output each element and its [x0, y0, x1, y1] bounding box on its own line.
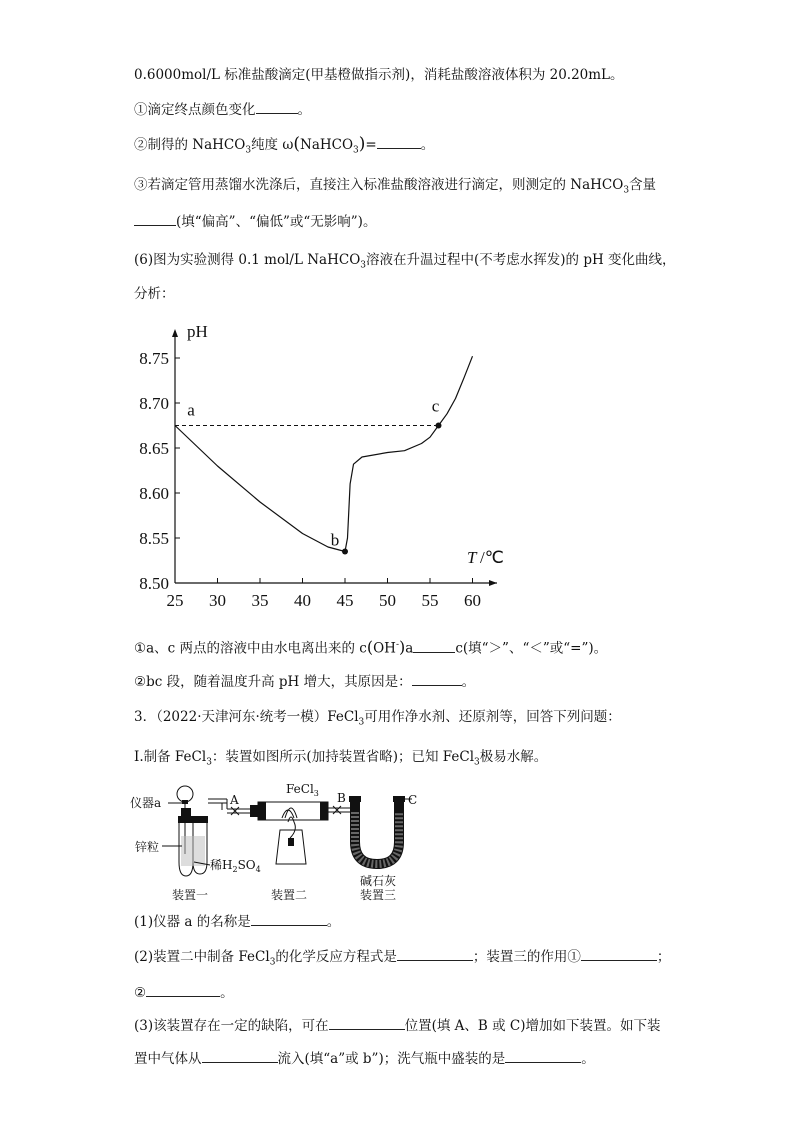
- question-instrument-name: (1)仪器 a 的名称是 。: [134, 914, 341, 930]
- chart-series: [175, 356, 473, 551]
- label-device-3: 装置三: [360, 888, 397, 902]
- y-axis-label: pH: [187, 322, 208, 341]
- y-tick-label: 8.70: [139, 394, 169, 413]
- question-equation: (2)装置二中制备 FeCl$_3$的化学反应方程式是 ；装置三的作用① ；: [134, 949, 671, 968]
- text-analysis: 分析：: [134, 286, 175, 302]
- answer-blank[interactable]: [505, 1049, 581, 1063]
- part-1-heading: Ⅰ.制备 FeCl$_3$：装置如图所示(加持装置省略)；已知 FeCl$_3$极易水解。: [134, 749, 548, 768]
- point-label-b: b: [330, 530, 340, 550]
- x-tick-label: 60: [464, 591, 481, 610]
- answer-blank[interactable]: [134, 212, 176, 226]
- question-equation-line2: ② 。: [134, 985, 234, 1001]
- question-defect: (3)该装置存在一定的缺陷，可在 位置(填 A、B 或 C)增加如下装置。如下装: [134, 1018, 661, 1034]
- question-ph-compare: ①a、c 两点的溶液中由水电离出来的 c(OH-)a c(填“＞”、“＜”或“=”)。: [134, 637, 608, 657]
- question-ph-curve: (6)图为实验测得 0.1 mol/L NaHCO$_3$溶液在升温过程中(不考虑水挥发)的 pH 变化曲线，: [134, 252, 676, 271]
- answer-blank[interactable]: [202, 1049, 278, 1063]
- label-soda-lime: 碱石灰: [360, 874, 397, 888]
- y-tick-label: 8.75: [139, 349, 169, 368]
- point-c: [436, 423, 442, 429]
- question-defect-line2: 置中气体从 流入(填“a”或 b”)；洗气瓶中盛装的是 。: [134, 1051, 595, 1067]
- answer-blank[interactable]: [412, 672, 462, 686]
- x-tick-label: 40: [294, 591, 311, 610]
- question-3-title: 3．（2022·天津河东·统考一模）FeCl$_3$可用作净水剂、还原剂等，回答下列问题：: [134, 709, 621, 728]
- ph-curve: [175, 356, 473, 551]
- y-tick-label: 8.55: [139, 529, 169, 548]
- y-tick-label: 8.60: [139, 484, 169, 503]
- point-label-a: a: [187, 400, 195, 420]
- label-zinc: 锌粒: [135, 840, 160, 854]
- point-label-c: c: [431, 396, 440, 416]
- x-tick-label: 45: [336, 591, 354, 610]
- label-device-2: 装置二: [271, 888, 308, 902]
- label-dilute-acid: [210, 857, 261, 874]
- answer-blank[interactable]: [377, 135, 421, 149]
- x-tick-label: 50: [379, 591, 396, 610]
- y-axis-arrow: [172, 329, 178, 337]
- answer-blank[interactable]: [397, 947, 473, 961]
- apparatus-diagram: [130, 782, 420, 902]
- answer-blank[interactable]: [146, 983, 220, 997]
- x-tick-label: 30: [209, 591, 226, 610]
- x-tick-label: 55: [421, 591, 439, 610]
- x-tick-label: 25: [166, 591, 184, 610]
- y-tick-label: 8.50: [139, 574, 169, 593]
- question-bc-reason: ②bc 段，随着温度升高 pH 增大，其原因是： 。: [134, 674, 476, 690]
- reaction-tube: [258, 802, 328, 820]
- label-A: A: [230, 793, 239, 807]
- text-line-titration: 0.6000mol/L 标准盐酸滴定(甲基橙做指示剂)，消耗盐酸溶液体积为 20.20mL。: [134, 67, 624, 83]
- x-axis-label-t: T: [467, 548, 477, 567]
- chart-ticks: [139, 349, 481, 610]
- label-C: C: [408, 793, 418, 807]
- question-burette-line2: (填“偏高”、“偏低”或“无影响”)。: [134, 212, 376, 231]
- x-axis-arrow: [489, 580, 497, 586]
- answer-blank[interactable]: [256, 100, 298, 114]
- question-endpoint-color: ①滴定终点颜色变化 。: [134, 102, 311, 118]
- svg-text:FeCl3: FeCl$_3$: [286, 782, 319, 798]
- x-axis-label-unit: /℃: [480, 548, 504, 567]
- question-burette: ③若滴定管用蒸馏水洗涤后，直接注入标准盐酸溶液进行滴定，则测定的 NaHCO$_3$含量: [134, 177, 657, 196]
- label-instrument-a: 仪器a: [130, 796, 162, 810]
- answer-blank[interactable]: [581, 947, 657, 961]
- label-fecl3: [286, 782, 319, 798]
- label-B: B: [337, 791, 346, 805]
- x-tick-label: 35: [251, 591, 269, 610]
- alcohol-lamp: [276, 830, 306, 864]
- answer-blank[interactable]: [251, 912, 327, 926]
- label-device-1: 装置一: [172, 888, 209, 902]
- svg-text:稀H2SO4: 稀$H_2SO_4$: [210, 858, 261, 874]
- funnel-bulb: [177, 786, 193, 802]
- answer-blank[interactable]: [329, 1016, 405, 1030]
- answer-blank[interactable]: [413, 639, 455, 653]
- point-b: [342, 549, 348, 555]
- chart-points: [187, 397, 441, 555]
- y-tick-label: 8.65: [139, 439, 169, 458]
- ph-temperature-chart: [118, 315, 518, 615]
- question-purity: ②制得的 NaHCO$_3$纯度 ω(NaHCO$_3$)= 。: [134, 134, 435, 156]
